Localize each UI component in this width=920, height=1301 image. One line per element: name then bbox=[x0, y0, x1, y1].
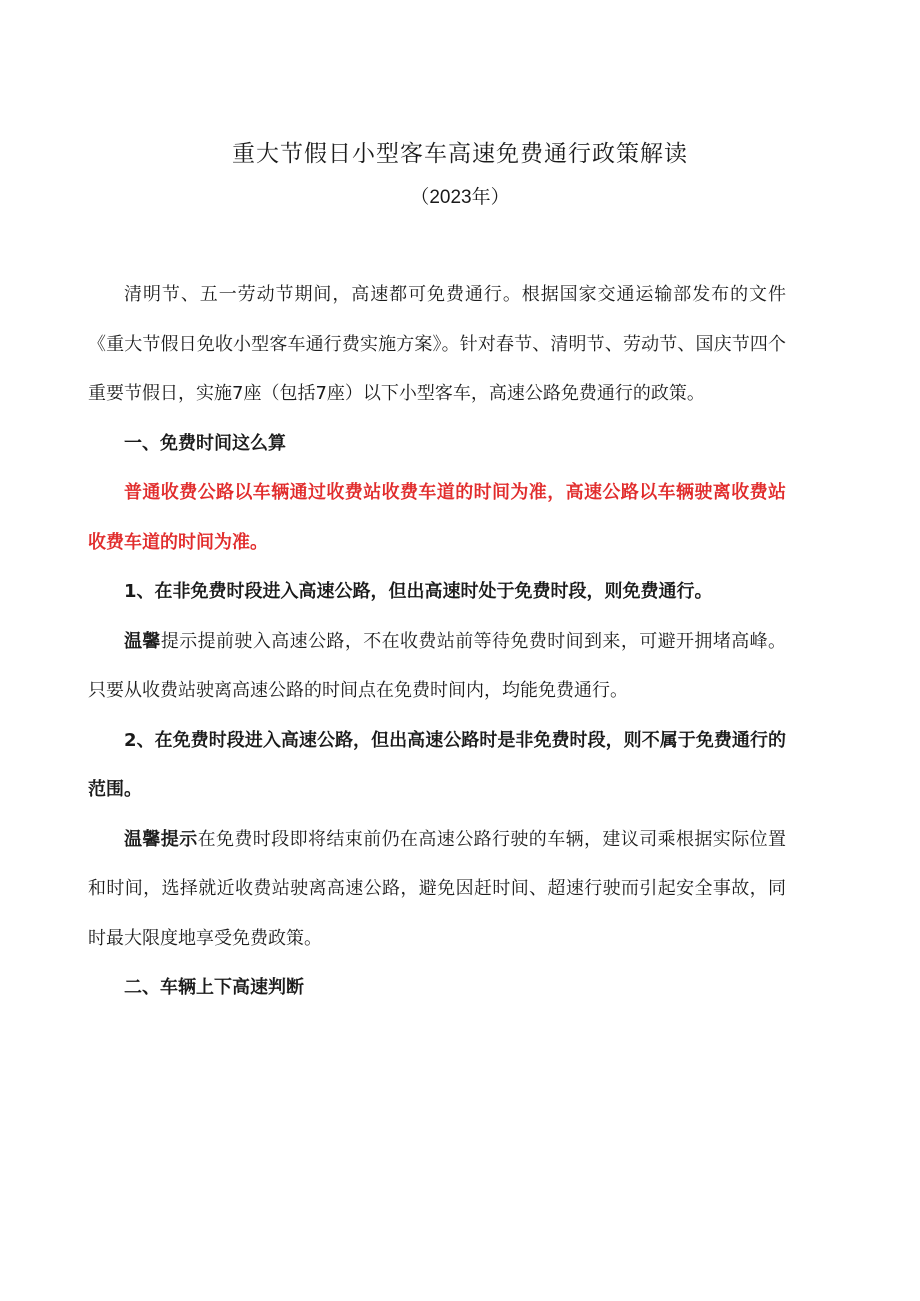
free-time-rule-paragraph: 普通收费公路以车辆通过收费站收费车道的时间为准，高速公路以车辆驶离收费站收费车道的时间为准。 bbox=[88, 482, 786, 553]
section-heading-free-time: 一、免费时间这么算 bbox=[124, 432, 286, 454]
tip-2-text: 在免费时段即将结束前仍在高速公路行驶的车辆，建议司乘根据实际位置和时间，选择就近收费站驶离高速公路，避免因赶时间、超速行驶而引起安全事故，同时最大限度地享受免费政策。 bbox=[88, 828, 787, 949]
tip-1-text: 提前驶入高速公路，不在收费站前等待免费时间到来，可避开拥堵高峰。只要从收费站驶离高速公路的时间点在免费时间内，均能免费通行。 bbox=[88, 630, 787, 701]
tip-1-label-normal: 提示 bbox=[160, 630, 198, 652]
document-subtitle: （2023年） bbox=[410, 187, 510, 208]
tip-1-label bbox=[124, 631, 198, 652]
point-2-paragraph: 2、在免费时段进入高速公路，但出高速公路时是非免费时段，则不属于免费通行的范围。 bbox=[88, 729, 786, 800]
tip-1-paragraph bbox=[88, 617, 786, 716]
section-heading-vehicle-entry-exit: 二、车辆上下高速判断 bbox=[124, 977, 304, 998]
document-title: 重大节假日小型客车高速免费通行政策解读 bbox=[232, 141, 688, 167]
point-1-paragraph: 1、在非免费时段进入高速公路，但出高速时处于免费时段，则免费通行。 bbox=[124, 581, 713, 602]
tip-2-label: 温馨提示 bbox=[124, 828, 198, 850]
tip-2-paragraph bbox=[88, 815, 786, 964]
document-body bbox=[88, 270, 786, 1013]
intro-paragraph: 清明节、五一劳动节期间，高速都可免费通行。根据国家交通运输部发布的文件《重大节假日免收小型客车通行费实施方案》。针对春节、清明节、劳动节、国庆节四个重要节假日，实施7座（包括7座）以下小型客车，高速公路免费通行的政策。 bbox=[88, 284, 786, 404]
tip-1-label-bold: 温馨 bbox=[124, 630, 161, 652]
